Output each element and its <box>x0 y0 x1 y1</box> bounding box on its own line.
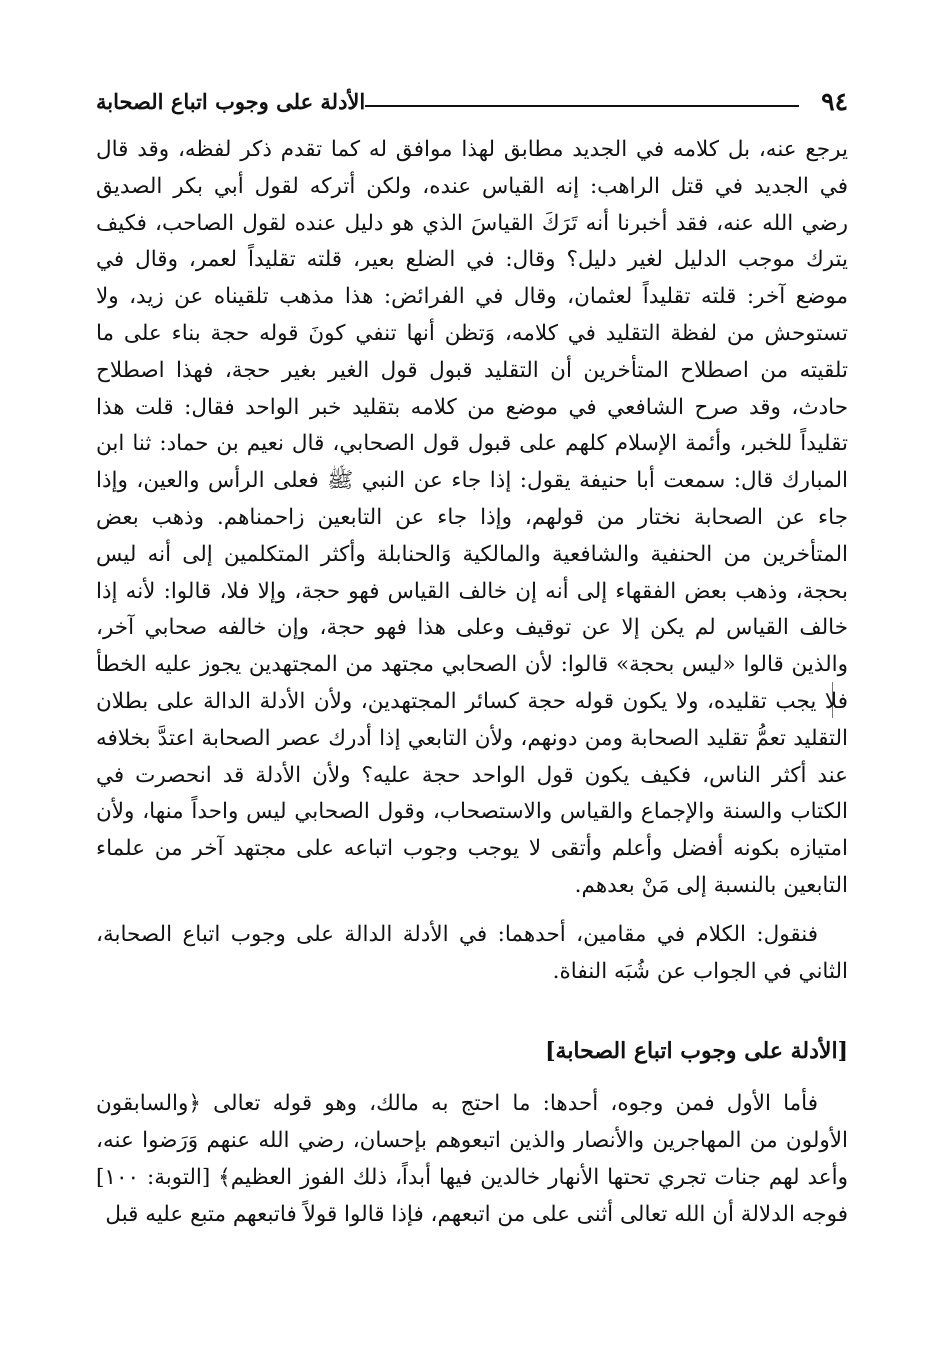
section-heading: [الأدلة على وجوب اتباع الصحابة] <box>545 1038 848 1065</box>
header-rule <box>365 105 799 107</box>
paragraph-1: يرجع عنه، بل كلامه في الجديد مطابق لهذا موافق له كما تقدم ذكر لفظه، وقد قال في الجديد في قتل الراهب: إنه القياس عنده، ولكن أتركه لقول أبي بكر الصديق رضي الله عنه، فقد أخبرنا أنه تَرَكَ القياسَ الذي هو دليل عنده لقول الصاحب، فكيف يترك موجب الدليل لغير دليل؟ وقال: في الضلع بعير، قلته تقليداً لعمر، وقال في موضع آخر: قلته تقليداً لعثمان، وقال في الفرائض: هذا مذهب تلقيناه عن زيد، ولا تستوحش من لفظة التقليد في كلامه، وَتظن أنها تنفي كونَ قوله حجة بناء على ما تلقيته من اصطلاح المتأخرين أن التقليد قبول قول الغير بغير حجة، فهذا اصطلاح حادث، وقد صرح الشافعي في موضع من كلامه بتقليد خبر الواحد فقال: قلت هذا تقليداً للخبر، وأئمة الإسلام كلهم على قبول قول الصحابي، قال نعيم بن حماد: ثنا ابن المبارك قال: سمعت أبا حنيفة يقول: إذا جاء عن النبي ﷺ فعلى الرأس والعين، وإذا جاء عن الصحابة نختار من قولهم، وإذا جاء عن التابعين زاحمناهم. وذهب بعض المتأخرين من الحنفية والشافعية والمالكية وَالحنابلة وأكثر المتكلمين إلى أنه ليس بحجة، وذهب بعض الفقهاء إلى أنه إن خالف القياس فهو حجة، وإلا فلا، قالوا: لأنه إذا خالف القياس لم يكن إلا عن توقيف وعلى هذا فهو حجة، وإن خالفه صحابي آخر، والذين قالوا «ليس بحجة» قالوا: لأن الصحابي مجتهد من المجتهدين يجوز عليه الخطأ فلا يجب تقليده، ولا يكون قوله حجة كسائر المجتهدين، ولأن الأدلة الدالة على بطلان التقليد تعمُّ تقليد الصحابة ومن دونهم، ولأن التابعي إذا أدرك عصر الصحابة اعتدَّ بخلافه عند أكثر الناس، فكيف يكون قول الواحد حجة عليه؟ ولأن الأدلة قد انحصرت في الكتاب والسنة والإجماع والقياس والاستصحاب، وقول الصحابي ليس واحداً منها، ولأن امتيازه بكونه أفضل وأعلم وأتقى لا يوجب وجوب اتباعه على مجتهد آخر من علماء التابعين بالنسبة إلى مَنْ بعدهم. <box>96 137 848 898</box>
running-title: الأدلة على وجوب اتباع الصحابة <box>96 89 366 114</box>
body-text <box>96 132 848 1234</box>
page-number: ٩٤ <box>821 87 848 116</box>
page-header <box>96 84 848 116</box>
paragraph-3: فأما الأول فمن وجوه، أحدها: ما احتج به مالك، وهو قوله تعالى ﴿والسابقون الأولون من المهاجرين والأنصار والذين اتبعوهم بإحسان، رضي الله عنهم وَرَضوا عنه، وأعد لهم جنات تجري تحتها الأنهار خالدين فيها أبداً، ذلك الفوز العظيم﴾ [التوبة: ١٠٠] فوجه الدلالة أن الله تعالى أثنى على من اتبعهم، فإذا قالوا قولاً فاتبعهم متبع عليه قبل <box>96 1091 848 1227</box>
paragraph-2: فنقول: الكلام في مقامين، أحدهما: في الأدلة الدالة على وجوب اتباع الصحابة، الثاني في الجواب عن شُبَه النفاة. <box>96 921 848 984</box>
